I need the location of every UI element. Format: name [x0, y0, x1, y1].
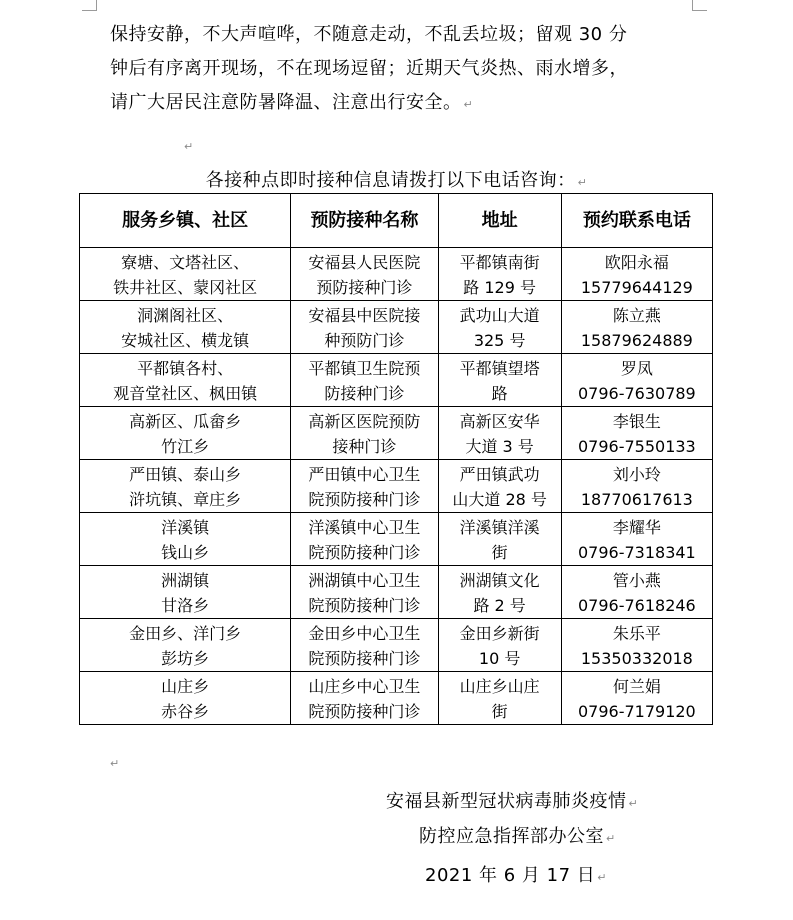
cell-contact — [561, 407, 712, 460]
cell-clinic-line: 平都镇卫生院预 — [308, 358, 421, 378]
cell-area-line: 洞渊阁社区、 — [137, 305, 234, 325]
margin-corner-left — [82, 0, 97, 11]
cell-contact — [561, 354, 712, 407]
cell-address-line: 严田镇武功 — [459, 464, 540, 484]
signature-org-line-1: 安福县新型冠状病毒肺炎疫情 ↵ — [386, 791, 639, 812]
cell-contact-line: 罗凤 — [620, 358, 653, 378]
cell-area — [80, 301, 291, 354]
cell-clinic-line: 高新区医院预防 — [308, 411, 421, 431]
table-header-row — [80, 194, 713, 248]
cell-area-line: 洋溪镇 — [161, 517, 210, 537]
cell-clinic-line: 院预防接种门诊 — [308, 648, 421, 668]
paragraph-mark-icon: ↵ — [628, 797, 639, 810]
cell-address-line: 山庄乡山庄 — [459, 676, 540, 696]
cell-contact — [561, 566, 712, 619]
intro-line-3: 请广大居民注意防暑降温、注意出行安全。 ↵ — [110, 92, 474, 113]
paragraph-mark-icon: ↵ — [463, 98, 474, 111]
cell-contact-line: 0796-7318341 — [577, 542, 696, 562]
cell-clinic-line: 院预防接种门诊 — [308, 595, 421, 615]
vaccination-sites-table — [79, 193, 713, 725]
cell-contact-line: 18770617613 — [580, 489, 693, 509]
cell-contact-line: 李耀华 — [612, 517, 661, 537]
cell-address — [438, 301, 561, 354]
cell-contact-line: 0796-7179120 — [577, 701, 696, 721]
cell-address — [438, 566, 561, 619]
cell-address — [438, 460, 561, 513]
cell-contact-line: 何兰娟 — [612, 676, 661, 696]
table-row — [80, 301, 713, 354]
cell-area-line: 浒坑镇、章庄乡 — [129, 489, 242, 509]
cell-contact — [561, 619, 712, 672]
signature-date: 2021 年 6 月 17 日 ↵ — [425, 865, 607, 886]
signature-org-line-2: 防控应急指挥部办公室 ↵ — [419, 826, 616, 847]
cell-clinic — [291, 354, 438, 407]
cell-address-line: 平都镇望塔 — [459, 358, 540, 378]
cell-clinic-line: 院预防接种门诊 — [308, 542, 421, 562]
cell-address-line: 325 号 — [473, 330, 526, 350]
cell-contact — [561, 460, 712, 513]
cell-clinic-line: 预防接种门诊 — [316, 277, 413, 297]
paragraph-mark-icon: ↵ — [577, 176, 588, 189]
empty-paragraph — [182, 135, 193, 154]
cell-address — [438, 619, 561, 672]
cell-contact — [561, 513, 712, 566]
cell-clinic — [291, 619, 438, 672]
cell-area-line: 甘洛乡 — [161, 595, 210, 615]
cell-address-line: 洲湖镇文化 — [459, 570, 540, 590]
header-address: 地址 — [438, 194, 561, 248]
intro-paragraph — [110, 18, 700, 122]
cell-clinic-line: 洋溪镇中心卫生 — [308, 517, 421, 537]
notice-line: 各接种点即时接种信息请拨打以下电话咨询： ↵ — [205, 170, 588, 191]
cell-clinic-line: 安福县人民医院 — [308, 252, 421, 272]
cell-address-line: 街 — [491, 701, 508, 721]
cell-area-line: 钱山乡 — [161, 542, 210, 562]
cell-contact-line: 欧阳永福 — [604, 252, 669, 272]
cell-contact-line: 刘小玲 — [612, 464, 661, 484]
cell-address-line: 街 — [491, 542, 508, 562]
table-row — [80, 672, 713, 725]
cell-clinic — [291, 460, 438, 513]
paragraph-mark-icon: ↵ — [110, 757, 120, 770]
cell-address — [438, 248, 561, 301]
cell-area — [80, 672, 291, 725]
margin-corner-right — [692, 0, 707, 11]
cell-area — [80, 354, 291, 407]
cell-contact-line: 15879624889 — [580, 330, 693, 350]
table-row — [80, 619, 713, 672]
cell-contact-line: 李银生 — [612, 411, 661, 431]
cell-area-line: 金田乡、洋门乡 — [129, 623, 242, 643]
cell-contact — [561, 672, 712, 725]
cell-area-line: 铁井社区、蒙冈社区 — [113, 277, 258, 297]
cell-contact — [561, 248, 712, 301]
table-row — [80, 407, 713, 460]
cell-contact-line: 15779644129 — [580, 277, 693, 297]
cell-area-line: 彭坊乡 — [161, 648, 210, 668]
cell-address-line: 高新区安华 — [459, 411, 540, 431]
cell-area-line: 山庄乡 — [161, 676, 210, 696]
table-row — [80, 513, 713, 566]
cell-clinic — [291, 566, 438, 619]
cell-address-line: 路 2 号 — [473, 595, 526, 615]
cell-address-line: 武功山大道 — [459, 305, 540, 325]
paragraph-mark-icon: ↵ — [606, 832, 616, 845]
cell-area — [80, 407, 291, 460]
cell-area-line: 安城社区、横龙镇 — [121, 330, 250, 350]
header-clinic: 预防接种名称 — [291, 194, 438, 248]
cell-clinic-line: 院预防接种门诊 — [308, 701, 421, 721]
cell-area-line: 赤谷乡 — [161, 701, 210, 721]
cell-address-line: 路 — [491, 383, 508, 403]
intro-line-1: 保持安静，不大声喧哗，不随意走动，不乱丢垃圾；留观 30 分 — [110, 24, 628, 45]
cell-clinic — [291, 301, 438, 354]
cell-area — [80, 619, 291, 672]
cell-area-line: 观音堂社区、枫田镇 — [113, 383, 258, 403]
cell-area-line: 竹江乡 — [161, 436, 210, 456]
paragraph-mark-icon: ↵ — [597, 871, 607, 884]
cell-area — [80, 566, 291, 619]
cell-clinic — [291, 407, 438, 460]
cell-address-line: 路 129 号 — [463, 277, 536, 297]
cell-contact — [561, 301, 712, 354]
cell-contact-line: 0796-7618246 — [577, 595, 696, 615]
cell-clinic-line: 洲湖镇中心卫生 — [308, 570, 421, 590]
cell-address-line: 洋溪镇洋溪 — [459, 517, 540, 537]
cell-area — [80, 513, 291, 566]
cell-address — [438, 407, 561, 460]
cell-contact-line: 陈立燕 — [612, 305, 661, 325]
cell-area-line: 洲湖镇 — [161, 570, 210, 590]
cell-clinic-line: 安福县中医院接 — [308, 305, 421, 325]
cell-clinic-line: 山庄乡中心卫生 — [308, 676, 421, 696]
cell-clinic-line: 院预防接种门诊 — [308, 489, 421, 509]
cell-contact-line: 朱乐平 — [612, 623, 661, 643]
table-row — [80, 248, 713, 301]
paragraph-mark-icon: ↵ — [184, 140, 194, 153]
cell-contact-line: 管小燕 — [612, 570, 661, 590]
cell-area — [80, 248, 291, 301]
table-row — [80, 354, 713, 407]
cell-area-line: 寮塘、文塔社区、 — [121, 252, 250, 272]
cell-address-line: 平都镇南街 — [459, 252, 540, 272]
cell-address — [438, 513, 561, 566]
cell-clinic — [291, 513, 438, 566]
cell-address — [438, 672, 561, 725]
header-area: 服务乡镇、社区 — [80, 194, 291, 248]
cell-address-line: 10 号 — [478, 648, 521, 668]
cell-address-line: 金田乡新街 — [459, 623, 540, 643]
cell-clinic — [291, 672, 438, 725]
cell-area — [80, 460, 291, 513]
table-row — [80, 460, 713, 513]
cell-address — [438, 354, 561, 407]
cell-area-line: 严田镇、泰山乡 — [129, 464, 242, 484]
cell-clinic-line: 金田乡中心卫生 — [308, 623, 421, 643]
intro-line-2: 钟后有序离开现场，不在现场逗留；近期天气炎热、雨水增多， — [110, 58, 628, 79]
empty-paragraph — [108, 752, 119, 771]
cell-contact-line: 0796-7630789 — [577, 383, 696, 403]
cell-clinic-line: 接种门诊 — [332, 436, 397, 456]
cell-area-line: 平都镇各村、 — [137, 358, 234, 378]
cell-contact-line: 15350332018 — [580, 648, 693, 668]
table-row — [80, 566, 713, 619]
cell-area-line: 高新区、瓜畲乡 — [129, 411, 242, 431]
cell-contact-line: 0796-7550133 — [577, 436, 696, 456]
cell-address-line: 山大道 28 号 — [452, 489, 547, 509]
cell-address-line: 大道 3 号 — [465, 436, 534, 456]
cell-clinic-line: 防接种门诊 — [324, 383, 405, 403]
header-contact: 预约联系电话 — [561, 194, 712, 248]
cell-clinic — [291, 248, 438, 301]
cell-clinic-line: 种预防门诊 — [324, 330, 405, 350]
cell-clinic-line: 严田镇中心卫生 — [308, 464, 421, 484]
